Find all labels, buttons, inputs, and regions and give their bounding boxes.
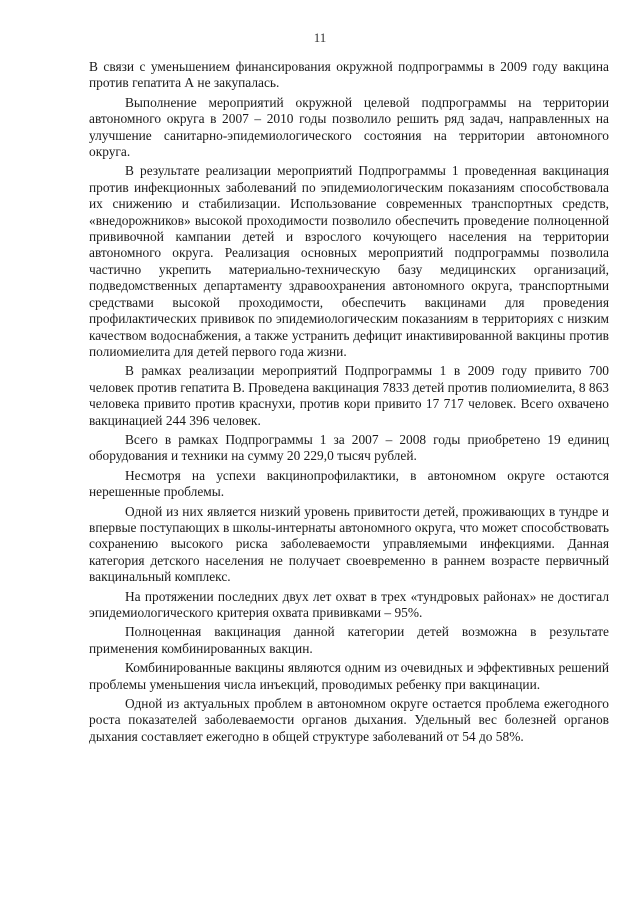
paragraph-11: Одной из актуальных проблем в автономном округе остается проблема ежегодного роста показателей заболеваемости органов дыхания. Удельный вес болезней органов дыхания составляет ежегодно в общей структуре заболеваний от 54 до 58%. — [89, 696, 609, 744]
paragraph-8: На протяжении последних двух лет охват в трех «тундровых районах» не достигал эпидемиологического критерия охвата прививками – 95%. — [89, 588, 609, 620]
paragraph-5: Всего в рамках Подпрограммы 1 за 2007 – 2008 годы приобретено 19 единиц оборудования и техники на сумму 20 229,0 тысяч рублей. — [89, 431, 609, 464]
document-body — [89, 59, 609, 748]
paragraph-7: Одной из них является низкий уровень привитости детей, проживающих в тундре и впервые поступающих в школы-интернаты автономного округа, что может способствовать сохранению высокого риска заболеваемости управляемыми инфекциями. Данная категория детского населения не получает своевременно в раннем возрасте первичный вакцинальный комплекс. — [89, 503, 609, 585]
paragraph-6: Несмотря на успехи вакцинопрофилактики, в автономном округе остаются нерешенные проблемы. — [89, 467, 609, 500]
paragraph-1: В связи с уменьшением финансирования окружной подпрограммы в 2009 году вакцина против гепатита А не закупалась. — [89, 59, 609, 91]
paragraph-4: В рамках реализации мероприятий Подпрограммы 1 в 2009 году привито 700 человек против гепатита В. Проведена вакцинация 7833 детей против полиомиелита, 8 863 человека привито против краснухи, против кори привито 17 717 человек. Всего охвачено вакцинацией 244 396 человек. — [89, 363, 609, 428]
page-number: 11 — [313, 30, 327, 45]
paragraph-9: Полноценная вакцинация данной категории детей возможна в результате применения комбинированных вакцин. — [89, 624, 609, 656]
paragraph-3: В результате реализации мероприятий Подпрограммы 1 проведенная вакцинация против инфекционных заболеваний по эпидемиологическим показаниям способствовала их снижению и стабилизации. Использование современных транспортных средств, «внедорожников» высокой проходимости позволило обеспечить проведение полноценной прививочной кампании детей и взрослого кочующего населения на территории автономного округа. Реализация основных мероприятий подпрограммы позволила частично укрепить материально-техническую базу медицинских организаций, подведомственных департаменту здравоохранения автономного округа, транспортными средствами высокой проходимости, обеспечить вакцинами для проведения профилактических прививок по эпидемиологическим показаниям в территориях с низким качеством водоснабжения, а также устранить дефицит инактивированной вакцины против полиомиелита для детей первого года жизни. — [89, 163, 609, 359]
paragraph-10: Комбинированные вакцины являются одним из очевидных и эффективных решений проблемы уменьшения числа инъекций, проводимых ребенку при вакцинации. — [89, 660, 609, 692]
paragraph-2: Выполнение мероприятий окружной целевой подпрограммы на территории автономного округа в 2007 – 2010 годы позволило решить ряд задач, направленных на улучшение санитарно-эпидемиологического состояния на территории автономного округа. — [89, 94, 609, 160]
